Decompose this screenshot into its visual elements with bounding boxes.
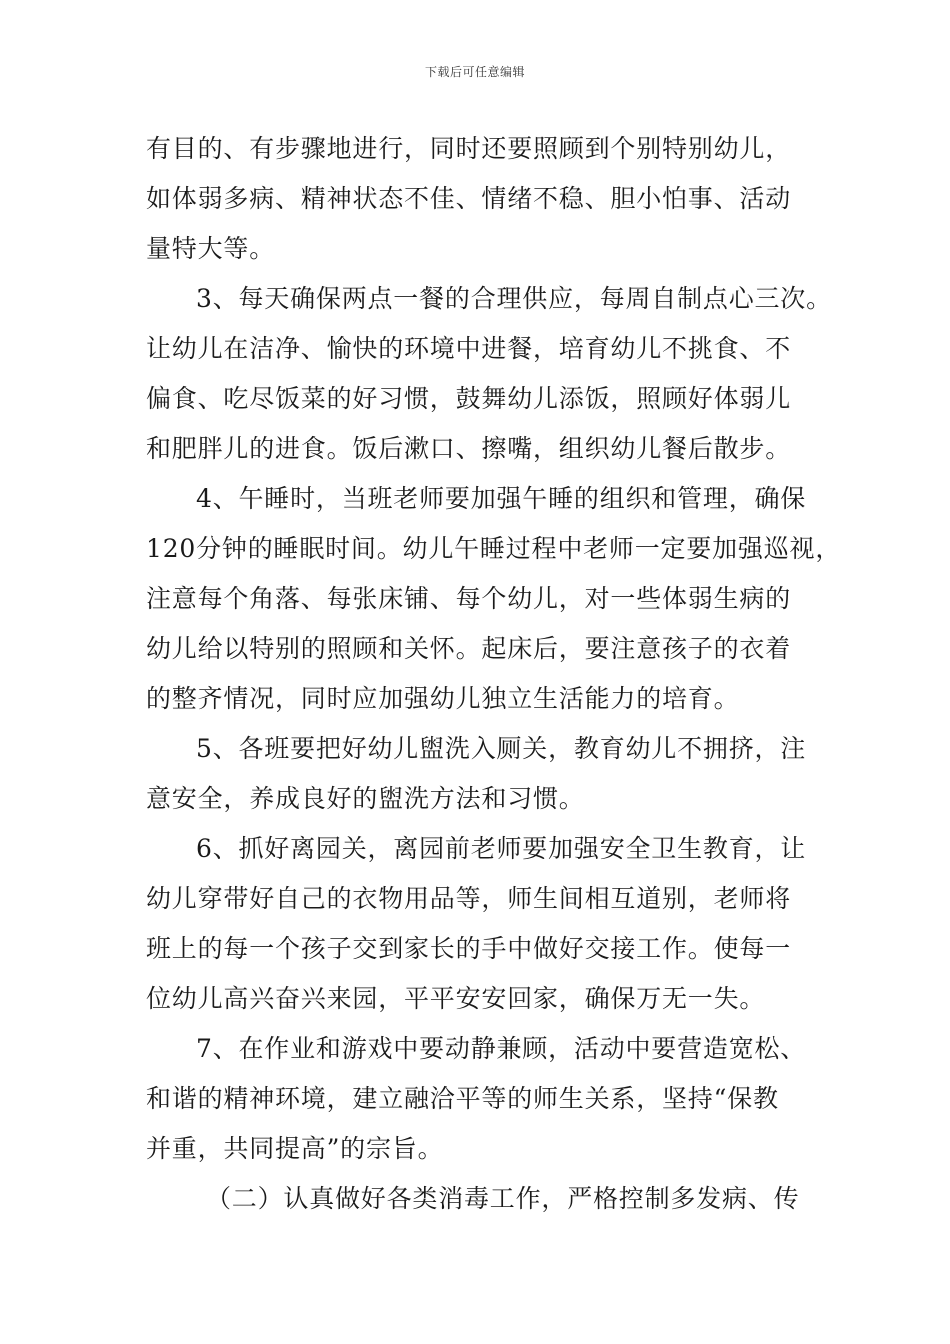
document-body xyxy=(146,124,842,1224)
text-line: 的整齐情况，同时应加强幼儿独立生活能力的培育。 xyxy=(146,684,740,713)
text-line: 意安全，养成良好的盥洗方法和习惯。 xyxy=(146,784,585,813)
paragraph-start-line: 4、午睡时，当班老师要加强午睡的组织和管理，确保 xyxy=(196,484,807,513)
text-line: 位幼儿高兴奋兴来园，平平安安回家，确保万无一失。 xyxy=(146,984,766,1013)
text-line: 有目的、有步骤地进行，同时还要照顾到个别特别幼儿， xyxy=(146,134,792,163)
text-line: 偏食、吃尽饭菜的好习惯，鼓舞幼儿添饭，照顾好体弱儿 xyxy=(146,384,792,413)
paragraph-start-line: 5、各班要把好幼儿盥洗入厕关，教育幼儿不拥挤，注 xyxy=(196,734,807,763)
section-heading-line: （二）认真做好各类消毒工作，严格控制多发病、传 xyxy=(206,1184,800,1213)
text-line: 幼儿穿带好自己的衣物用品等，师生间相互道别，老师将 xyxy=(146,884,792,913)
text-line: 和肥胖儿的进食。饭后漱口、擦嘴，组织幼儿餐后散步。 xyxy=(146,434,792,463)
text-line: 并重，共同提高”的宗旨。 xyxy=(146,1134,444,1163)
paragraph-start-line: 7、在作业和游戏中要动静兼顾，活动中要营造宽松、 xyxy=(196,1034,807,1063)
text-line: 量特大等。 xyxy=(146,234,276,263)
text-line: 班上的每一个孩子交到家长的手中做好交接工作。使每一 xyxy=(146,934,792,963)
text-line: 和谐的精神环境，建立融洽平等的师生关系，坚持“保教 xyxy=(146,1084,779,1113)
text-line: 120分钟的睡眠时间。幼儿午睡过程中老师一定要加强巡视， xyxy=(146,534,842,563)
page-header-note: 下载后可任意编辑 xyxy=(424,65,525,79)
paragraph-start-line: 6、抓好离园关，离园前老师要加强安全卫生教育，让 xyxy=(196,834,807,863)
text-line: 注意每个角落、每张床铺、每个幼儿，对一些体弱生病的 xyxy=(146,584,792,613)
paragraph-start-line: 3、每天确保两点一餐的合理供应，每周自制点心三次。 xyxy=(196,284,832,313)
text-line: 让幼儿在洁净、愉快的环境中进餐，培育幼儿不挑食、不 xyxy=(146,334,792,363)
text-line: 如体弱多病、精神状态不佳、情绪不稳、胆小怕事、活动 xyxy=(146,184,792,213)
text-line: 幼儿给以特别的照顾和关怀。起床后，要注意孩子的衣着 xyxy=(146,634,792,663)
